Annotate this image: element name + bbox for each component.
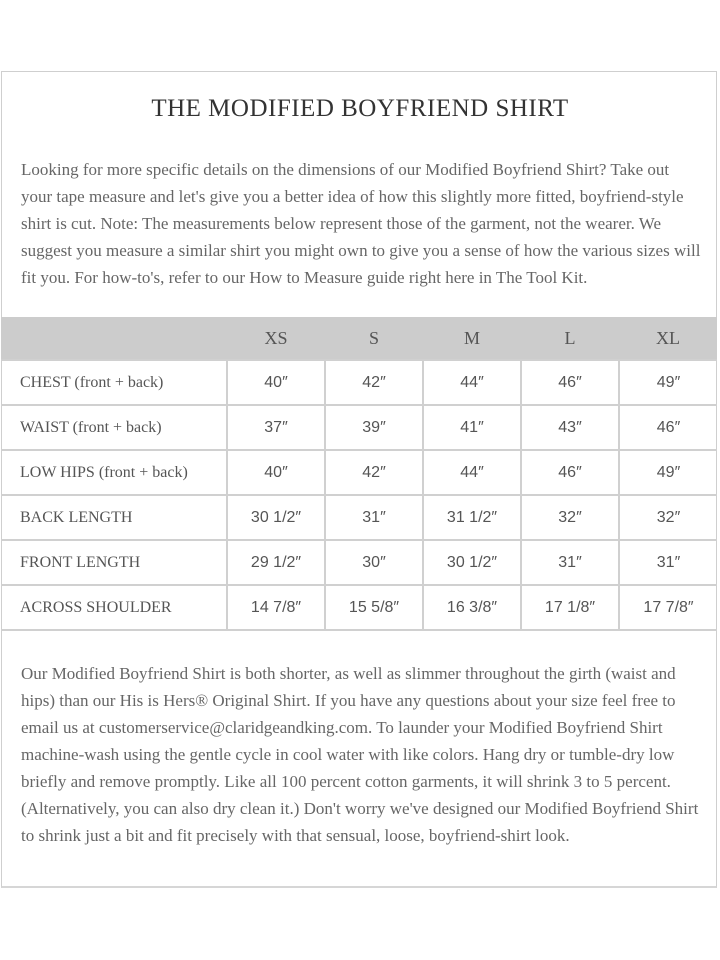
table-cell: 42″: [325, 360, 423, 405]
table-cell: 40″: [227, 360, 325, 405]
table-cell: 30 1/2″: [423, 540, 521, 585]
row-label: WAIST (front + back): [1, 405, 227, 450]
table-row: [1, 450, 717, 495]
table-cell: 43″: [521, 405, 619, 450]
table-cell: 40″: [227, 450, 325, 495]
table-cell: 30 1/2″: [227, 495, 325, 540]
table-cell: 39″: [325, 405, 423, 450]
row-label: BACK LENGTH: [1, 495, 227, 540]
header-label-cell: [1, 317, 227, 360]
care-info-paragraph: Our Modified Boyfriend Shirt is both shorter, as well as slimmer throughout the girth (waist and hips) than our His is Hers® Original Shirt. If you have any questions about your size feel free to email us at customerservice@claridgeandking.com. To launder your Modified Boyfriend Shirt machine-wash using the gentle cycle in cool water with like colors. Hang dry or tumble-dry low briefly and remove promptly. Like all 100 percent cotton garments, it will shrink 3 to 5 percent. (Alternatively, you can also dry clean it.) Don't worry we've designed our Modified Boyfriend Shirt to shrink just a bit and fit precisely with that sensual, loose, boyfriend-shirt look.: [21, 664, 699, 845]
row-label: FRONT LENGTH: [1, 540, 227, 585]
table-cell: 14 7/8″: [227, 585, 325, 630]
table-cell: 44″: [423, 360, 521, 405]
header-size-s: S: [325, 317, 423, 360]
table-cell: 32″: [521, 495, 619, 540]
table-cell: 30″: [325, 540, 423, 585]
size-header-row: [1, 317, 717, 360]
table-cell: 44″: [423, 450, 521, 495]
header-size-xs: XS: [227, 317, 325, 360]
row-label: LOW HIPS (front + back): [1, 450, 227, 495]
table-cell: 31″: [325, 495, 423, 540]
table-cell: 31 1/2″: [423, 495, 521, 540]
table-cell: 42″: [325, 450, 423, 495]
table-cell: 32″: [619, 495, 717, 540]
table-cell: 46″: [521, 360, 619, 405]
table-cell: 16 3/8″: [423, 585, 521, 630]
table-cell: 46″: [619, 405, 717, 450]
table-cell: 31″: [521, 540, 619, 585]
table-cell: 29 1/2″: [227, 540, 325, 585]
header-size-l: L: [521, 317, 619, 360]
header-size-m: M: [423, 317, 521, 360]
header-size-xl: XL: [619, 317, 717, 360]
table-row: [1, 540, 717, 585]
table-row: [1, 405, 717, 450]
row-label: ACROSS SHOULDER: [1, 585, 227, 630]
table-cell: 31″: [619, 540, 717, 585]
table-cell: 49″: [619, 450, 717, 495]
table-cell: 15 5/8″: [325, 585, 423, 630]
page-title: THE MODIFIED BOYFRIEND SHIRT: [151, 95, 569, 122]
table-cell: 41″: [423, 405, 521, 450]
row-label: CHEST (front + back): [1, 360, 227, 405]
table-row: [1, 360, 717, 405]
size-chart-table: [1, 317, 717, 631]
table-row: [1, 585, 717, 630]
table-cell: 17 7/8″: [619, 585, 717, 630]
table-cell: 37″: [227, 405, 325, 450]
table-cell: 49″: [619, 360, 717, 405]
intro-paragraph: Looking for more specific details on the dimensions of our Modified Boyfriend Shirt? Take out your tape measure and let's give you a better idea of how this slightly more fitted, boyfriend-style shirt is cut. Note: The measurements below represent those of the garment, not the wearer. We suggest you measure a similar shirt you might own to give you a sense of how the various sizes will fit you. For how-to's, refer to our How to Measure guide right here in The Tool Kit.: [21, 160, 701, 287]
table-cell: 46″: [521, 450, 619, 495]
table-row: [1, 495, 717, 540]
table-cell: 17 1/8″: [521, 585, 619, 630]
